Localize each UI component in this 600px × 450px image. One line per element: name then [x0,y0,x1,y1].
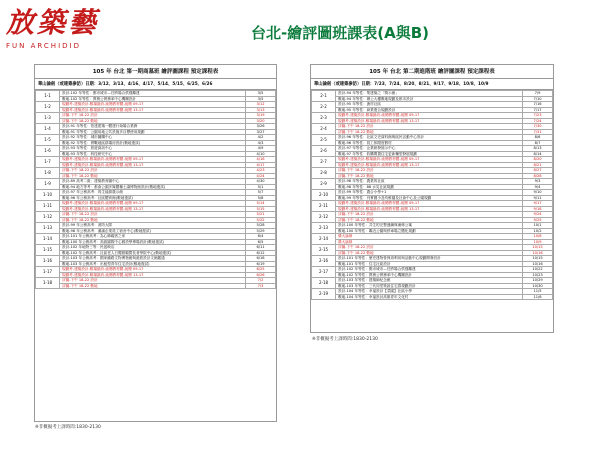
session-number: 1-14 [36,234,60,245]
course-date: 9/18 [523,206,553,212]
course-date: 8/28 [523,173,553,179]
course-topic: 設計-99 年等性：農合小學+1 [336,190,523,196]
course-date: 8/7 [523,140,553,146]
course-topic: 設計-91 年等性：依建建築一體建行始場合業務 [60,124,246,130]
session-number: 2-14 [312,234,336,245]
course-date: 10/15 [523,256,553,262]
sheet-visit-dates: 華山論劍（或建築參訪）日期：3/12、3/13、4/16、4/17、5/14、5/15、6/25、6/26 [35,79,276,90]
course-date: 9/4 [523,184,553,190]
course-topic: 評圖-下午 18-22 敷地 [60,173,246,179]
schedule-table [311,90,553,300]
schedule-table [35,90,276,289]
session-number: 1-7 [36,157,60,168]
session-number: 1-12 [36,212,60,223]
course-topic: 敷地-100 年公務高考：高級園際中心郵設學博場設計(敷地復試) [60,239,246,245]
session-number: 2-8 [312,168,336,179]
course-topic: 規劃考-建築設計-敷場最終-純閱教材體-純閱 09-17 [336,113,523,119]
course-date: 5/15 [246,206,276,212]
course-topic: 評圖-下午 18-22 敷地 [336,217,523,223]
session-number: 2-5 [312,135,336,146]
course-date: 9/11 [523,195,553,201]
course-topic: 評圖-下午 18-22 設計 [336,168,523,174]
course-date: 7/16 [523,102,553,108]
course-date: 10/30 [523,283,553,289]
course-date: 8/6 [523,135,553,141]
course-date: 9/17 [523,201,553,207]
course-topic: 敷地-96 年公務高考：社區體育館(敷地復試) [60,195,246,201]
course-date: 5/1 [246,184,276,190]
course-topic: 設計-96 年等性：社區文史資料館與區民活動中心設計 [336,135,523,141]
course-topic: 評圖-下午 18-22 敷地 [60,283,246,289]
course-topic: 評圖-下午 18-22 敷地 [60,118,246,124]
course-date: 4/23 [246,168,276,174]
course-date: 5/8 [246,195,276,201]
course-topic: 評圖-下午 18-22 設計 [336,245,523,251]
sheet-title: 105 年 台北 第一期商墓班 繪評圖課程 預定課程表 [35,65,276,79]
logo-english-text: FUN ARCHIDID [6,42,81,50]
course-date: 9/10 [523,190,553,196]
course-date: 6/25 [246,267,276,273]
course-date: 10/8 [523,234,553,240]
course-topic: 設計-103 年公務高考：國家鐵路文物博物館與港旅設計文館藏通 [60,256,246,262]
course-date: 3/20 [246,118,276,124]
course-topic: 敷地-91 年等性：公園用地公共設施多目標使用規劃 [60,129,246,135]
course-topic: 敷地-94 地方等考：都會公園多媒體種土讓博物館設計(敷地復試) [60,184,246,190]
session-number: 1-16 [36,256,60,267]
session-number: 2-9 [312,179,336,190]
session-number: 2-10 [312,190,336,201]
course-topic: 設計-101 年公務高考：為心障礙者之家 [60,234,246,240]
session-number: 2-6 [312,146,336,157]
course-date: 4/2 [246,135,276,141]
course-date: 8/21 [523,162,553,168]
course-date: 3/27 [246,129,276,135]
course-date: 7/17 [523,107,553,113]
course-topic: 敷地-103 年等性：三代同堂策區住宅群規劃設計 [336,283,523,289]
course-date: 8/20 [523,157,553,163]
course-topic: 評圖-下午 18-22 設計 [60,212,246,218]
course-date: 8/14 [523,151,553,157]
session-number: 2-7 [312,157,336,168]
course-date: 10/15 [523,245,553,251]
schedule-sheet-term-2 [310,64,554,333]
course-topic: 敷地-99 年等性：刊實國小及幼稚園及社會中心及公園規劃 [336,195,523,201]
session-number: 2-3 [312,113,336,124]
session-number: 1-11 [36,201,60,212]
course-topic: 評圖-下午 18-22 設計 [60,168,246,174]
course-topic: 設計-99 年公務高考：消防大隊 [60,223,246,229]
session-number: 2-17 [312,267,336,278]
course-date: 6/18 [246,256,276,262]
course-date: 10/16 [523,261,553,267]
course-topic: 設計-98 年等性：農業的社區 [336,179,523,185]
course-topic: 規劃考-建築設計-敷場最終-純閱教材體-純閱 13-17 [60,162,246,168]
course-topic: 評圖-下午 18-22 敷地 [336,250,523,256]
session-number: 2-19 [312,289,336,300]
session-number: 1-2 [36,102,60,113]
course-topic: 敷地-101 年等性：住宅社區設計 [336,261,523,267]
course-topic: 評圖-下午 18-22 敷地 [336,173,523,179]
course-date: 10/22 [523,267,553,273]
course-date: 11/6 [523,294,553,300]
table-row [36,283,276,289]
course-topic: 規劃考-建築設計-敷場最終-純閱教材體-純閱 13-17 [336,118,523,124]
course-topic: 優大論劍 [336,234,523,240]
course-topic: 規劃考-建築設計-敷場最終-純閱教材體-純閱 13-17 [60,272,246,278]
course-date: 9/24 [523,212,553,218]
course-date: 6/11 [246,245,276,251]
course-topic: 敷地-103 年公務高考：出租型青年住宅設計(敷地復試) [60,261,246,267]
course-topic: 規劃考-建築設計-敷場最終-純閱教材體-純閱 09-17 [60,157,246,163]
footnote: ※非概擬考上課時間:1830-2130 [312,337,378,342]
course-date: 6/4 [246,234,276,240]
session-number: 1-4 [36,124,60,135]
course-date: 4/30 [246,179,276,185]
course-topic: 設計-101 年等性：歷史建物營保再利用與活動中心規劃開發設計 [336,256,523,262]
course-topic: 規劃考-建築設計-敷場最終-純閱教材體-純閱 09-17 [60,267,246,273]
course-date: 7/3 [246,283,276,289]
course-topic: 規劃考-建築設計-敷場最終-純閱教材體-純閱 13-17 [336,206,523,212]
course-date: 5/14 [246,201,276,207]
course-topic: 敷地-98 年等性：88 水災社區規劃 [336,184,523,190]
course-date: 10/1 [523,223,553,229]
course-date: 7/10 [523,96,553,102]
course-date: 9/25 [523,217,553,223]
session-number: 1-1 [36,91,60,102]
course-date: 4/3 [246,140,276,146]
course-date: 10/23 [523,272,553,278]
session-number: 1-8 [36,168,60,179]
course-date: 10/16 [523,250,553,256]
course-date: 4/16 [246,157,276,163]
course-topic: 評圖-下午 18-22 設計 [336,212,523,218]
session-number: 1-18 [36,278,60,289]
course-topic: 規劃考-建築設計-敷場最終-純閱教材體-純閱 13-17 [336,162,523,168]
logo-chinese-text: 放築藝 [6,6,100,39]
course-date: 8/13 [523,146,553,152]
session-number: 2-16 [312,256,336,267]
schedule-sheet-term-1 [34,64,277,422]
course-date: 9/3 [523,179,553,185]
session-number: 2-13 [312,223,336,234]
session-number: 1-13 [36,223,60,234]
course-date: 5/21 [246,212,276,218]
course-topic: 設計-100 年等性：共生的完整連續與補修公寓 [336,223,523,229]
course-topic: 優大論劍 [336,239,523,245]
course-date: 7/24 [523,118,553,124]
session-number: 2-2 [312,102,336,113]
course-date: 5/29 [246,228,276,234]
course-date: 6/26 [246,272,276,278]
course-topic: 敷地-100 年等性：鄰近公園與停車場立體化規劃 [336,228,523,234]
course-date: 8/27 [523,168,553,174]
course-date: 10/2 [523,228,553,234]
course-topic: 設計-104 年等性：幸福設計【菜園】社區小學 [336,289,523,295]
session-number: 1-3 [36,113,60,124]
session-number: 2-11 [312,201,336,212]
course-date: 7/2 [246,278,276,284]
course-topic: 設計-89 高考二級：建築教育圖中心 [60,179,246,185]
session-number: 1-5 [36,135,60,146]
course-topic: 評圖-下午 18-22 敷地 [336,129,523,135]
course-date: 10/29 [523,278,553,284]
course-topic: 評圖-下午 18-22 設計 [60,278,246,284]
course-date: 6/12 [246,250,276,256]
course-date: 3/5 [246,91,276,97]
course-topic: 敷地-102 年公務高考：社區老人日獨照顧暨長者學院中心(敷地復試) [60,250,246,256]
course-topic: 評圖-下午 18-22 設計 [336,124,523,130]
course-topic: 規劃考-建築設計-敷場最終-純閱教材體-純閱 09-17 [60,102,246,108]
session-number: 1-9 [36,179,60,190]
course-date: 3/19 [246,113,276,119]
course-topic: 設計-94 年等性：集建築之「獎示館」 [336,91,523,97]
session-number: 2-4 [312,124,336,135]
course-topic: 敷地-94 年等性：辦公大樓敷地規劃及都市設計 [336,96,523,102]
course-date: 7/31 [523,129,553,135]
course-date: 4/9 [246,146,276,152]
course-date: 7/23 [523,113,553,119]
session-number: 1-17 [36,267,60,278]
course-date: 6/5 [246,239,276,245]
course-date: 4/17 [246,162,276,168]
course-topic: 敷地-96 年等性：員工休閒度假村 [336,140,523,146]
course-topic: 設計-103 年等性：建築師紀念館 [336,278,523,284]
footnote: ※非概擬考上課時間:1830-2130 [35,425,101,430]
course-topic: 設計-93 年等性：旅遊資訊中心 [60,146,246,152]
course-date: 10/9 [523,239,553,245]
course-date: 7/9 [523,91,553,97]
course-topic: 敷地-104 年等性：幸福設計高雄青年文化村 [336,294,523,300]
course-topic: 規劃考-建築設計-敷場最終-純閱教材體-純閱 09-17 [336,201,523,207]
course-date: 3/26 [246,124,276,130]
session-number: 1-15 [36,245,60,256]
course-topic: 設計-95 年等性：漁村社區 [336,102,523,108]
course-topic: 設計-92 年等性：城市圖購中心 [60,135,246,141]
course-topic: 規劃考-建築設計-敷場最終-純閱教材體-純閱 13-17 [60,107,246,113]
course-topic: 敷地-102 年等性：貫務公實務率中心機關設計 [336,272,523,278]
course-topic: 規劃考-建築設計-敷場最終-純閱教材體-純閱 09-17 [336,157,523,163]
course-topic: 設計-102 年地特三等：民謠映店 [60,245,246,251]
course-topic: 敷地-93 年等性：科技研究中心 [60,151,246,157]
course-topic: 敷地-98 年公務高考：鴻滿企業員工宿舍中心(敷地復試) [60,228,246,234]
course-topic: 評圖-下午 18-22 敷地 [60,217,246,223]
course-topic: 設計-102 年等性：郵市城市—任將場合供強離建 [60,91,246,97]
course-date: 6/19 [246,261,276,267]
course-date: 11/5 [523,289,553,295]
course-topic: 規劃考-建築設計-敷場最終-純閱教材體-純閱 09-17 [60,201,246,207]
course-topic: 敷地-102 年等性：貫務公實務率中心機關設計 [60,96,246,102]
sheet-title: 105 年 台北 第二期進階班 繪評圖課程 預定課程表 [311,65,553,79]
session-number: 1-10 [36,190,60,201]
course-topic: 規劃考-建築設計-敷場最終-純閱教材體-純閱 13-17 [60,206,246,212]
course-topic: 評圖-下午 18-22 設計 [60,113,246,119]
session-number: 2-12 [312,212,336,223]
sheet-visit-dates: 華山論劍（或建築參訪）日期：7/23、7/24、8/20、8/21、9/17、9/18、10/8、10/9 [311,79,553,90]
session-number: 2-15 [312,245,336,256]
course-topic: 設計-97 年等性：企業研發展示中心 [336,146,523,152]
course-date: 5/28 [246,223,276,229]
table-row [312,294,553,300]
session-number: 2-18 [312,278,336,289]
course-date: 7/30 [523,124,553,130]
course-date: 5/22 [246,217,276,223]
course-date: 3/12 [246,102,276,108]
course-date: 5/7 [246,190,276,196]
course-date: 4/24 [246,173,276,179]
session-number: 1-6 [36,146,60,157]
course-topic: 設計-102 年等性：郵市城市—任將場合供強離建 [336,267,523,273]
course-topic: 敷地-95 年等性：商業復合規劃設計 [336,107,523,113]
course-topic: 敷地-92 年等性：實戰地區群場房設計(敷地復試) [60,140,246,146]
course-date: 3/5 [246,96,276,102]
course-date: 3/13 [246,107,276,113]
course-topic: 設計-97 年公務高考：再生能源農示館 [60,190,246,196]
session-number: 2-1 [312,91,336,102]
course-topic: 敷地-97 年等性：收購閒置住宅更新輔型發展規劃 [336,151,523,157]
course-date: 4/10 [246,151,276,157]
page-title: 台北-繪評圖班課表(A與B) [251,24,429,42]
